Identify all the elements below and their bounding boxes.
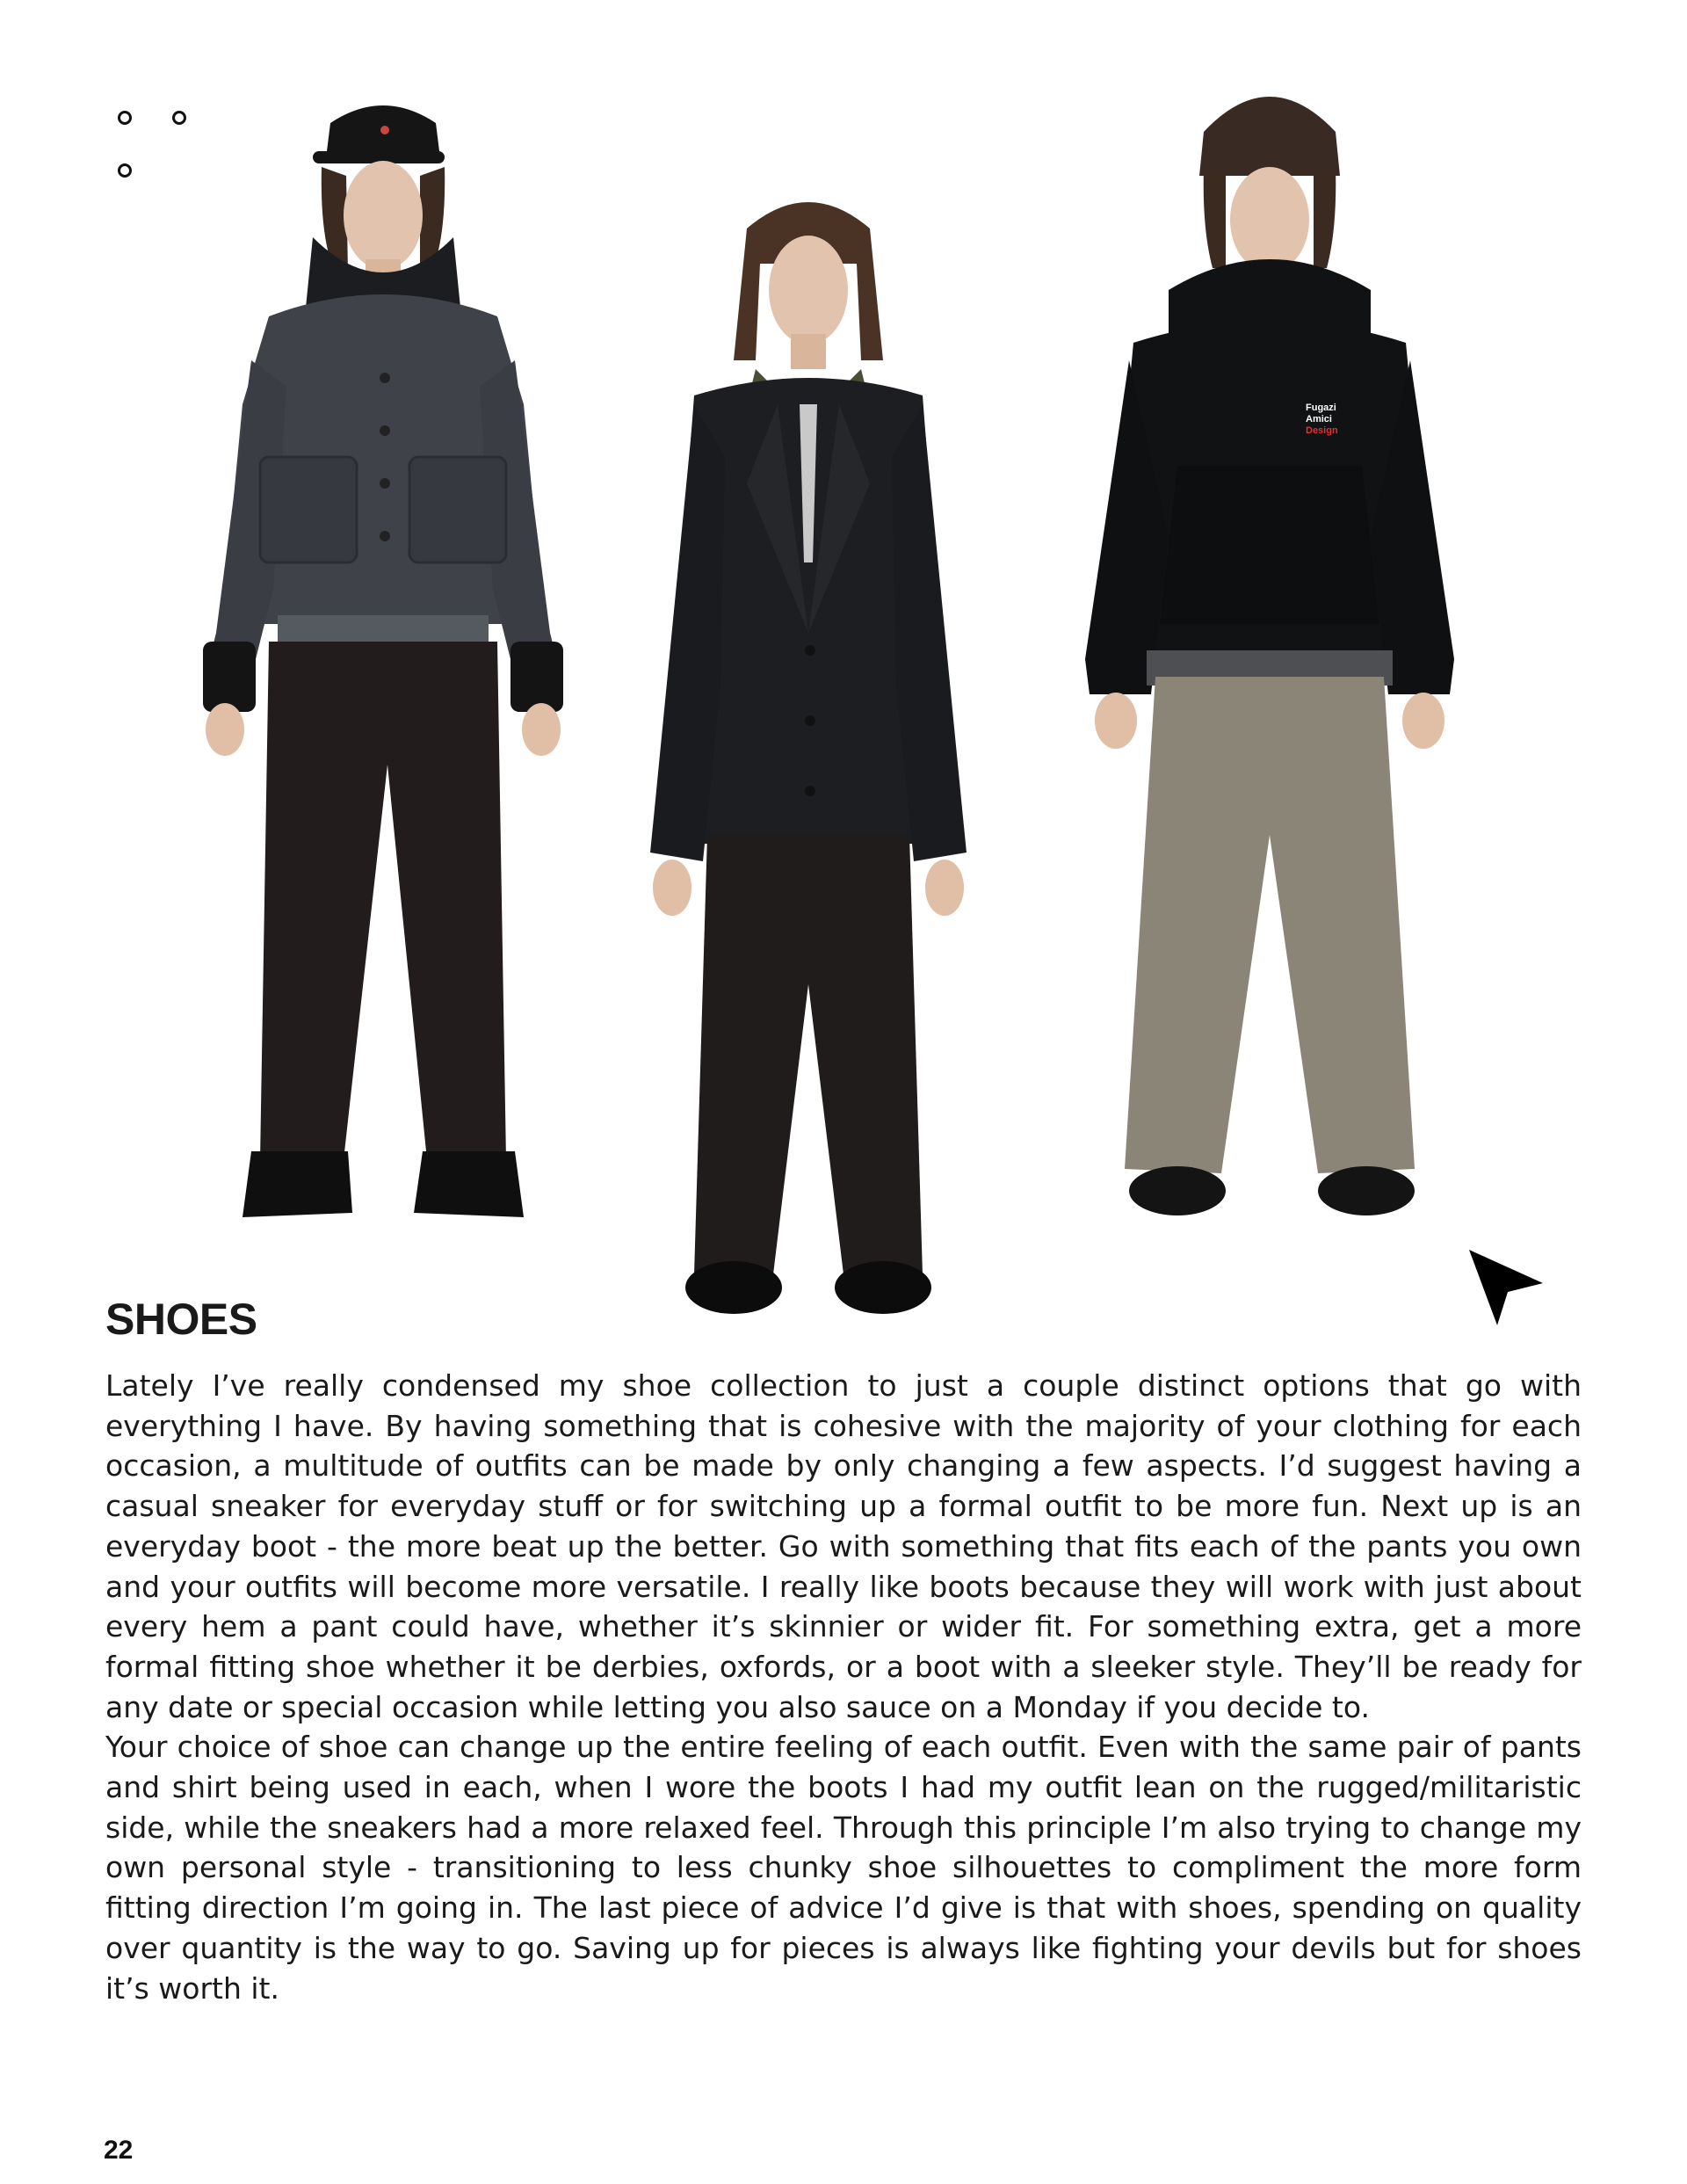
- dot-icon: [172, 111, 186, 125]
- logo-line: Amici: [1306, 414, 1332, 424]
- outfit-photo-3: [1081, 79, 1459, 1230]
- hoodie-logo: [1306, 403, 1338, 437]
- dot-icon: [118, 111, 132, 125]
- arrow-cursor-icon: [1467, 1246, 1555, 1334]
- article-paragraph: Your choice of shoe can change up the entire feeling of each outfit. Even with the same pair of pants and shirt being used in each, when I wore the boots I had my outfit lean on the rugged/militaristic side, while the sneakers had a more relaxed feel. Through this principle I’m also trying to change my own personal style - transitioning to less chunky shoe silhouettes to compliment the more form fitting direction I’m going in. The last piece of advice I’d give is that with shoes, spending on quality over quantity is the way to go. Saving up for pieces is always like fighting your devils but for shoes it’s worth it.: [105, 1730, 1582, 2006]
- page-number: 22: [104, 2136, 134, 2165]
- article-body: [105, 1366, 1582, 2008]
- article-paragraph: Lately I’ve really condensed my shoe collection to just a couple distinct options that go with everything I have. By having something that is cohesive with the majority of your clothing for each occasion, a multitude of outfits can be made by only changing a few aspects. I’d suggest having a casual sneaker for everyday stuff or for switching up a formal outfit to be more fun. Next up is an everyday boot - the more beat up the better. Go with something that fits each of the pants you own and your outfits will become more versatile. I really like boots because they will work with just about every hem a pant could have, whether it’s skinnier or wider fit. For something extra, get a more formal fitting shoe whether it be derbies, oxfords, or a boot with a sleeker style. They’ll be ready for any date or special occasion while letting you also sauce on a Monday if you decide to.: [105, 1368, 1582, 1724]
- logo-line: Design: [1306, 425, 1338, 436]
- dot-icon: [118, 163, 132, 178]
- outfit-photo-2: [633, 193, 984, 1327]
- outfit-photo-1: [190, 97, 576, 1230]
- logo-line: Fugazi: [1306, 403, 1336, 413]
- section-title: SHOES: [105, 1295, 257, 1344]
